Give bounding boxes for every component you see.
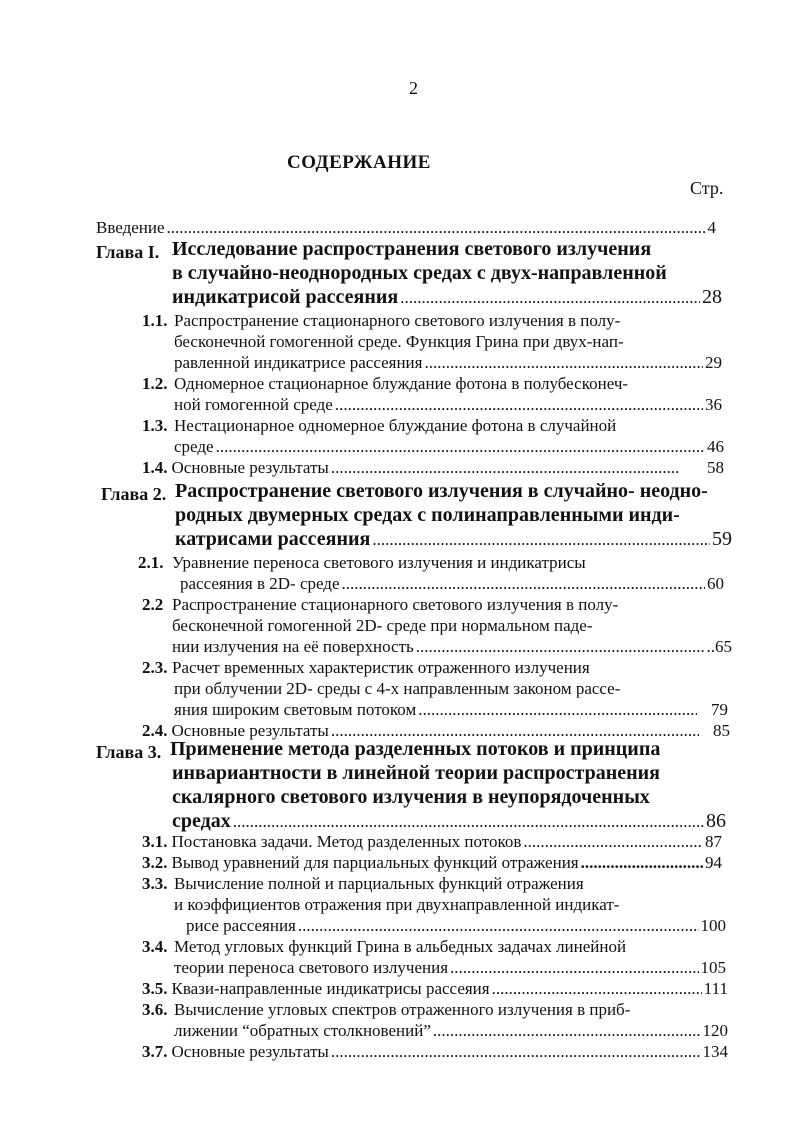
section-title-line: Одномерное стационарное блуждание фотона в полубесконеч- [174,374,629,393]
leader-dots [523,832,703,852]
section-title-line: Основные результаты [171,458,329,477]
leader-dots [492,979,702,999]
leader-dots [331,1042,701,1062]
toc-page-number: 60 [707,574,724,593]
chapter-label: Глава 3. [96,742,162,762]
leader-dots [433,1021,701,1041]
section-title-line: Метод угловых функций Грина в альбедных задачах линейной [174,937,627,956]
toc-page-number: 79 [711,700,728,719]
section-last-line [186,916,726,936]
section-last-line [174,958,726,978]
section-title-line: Уравнение переноса светового излучения и индикатрисы [172,553,586,572]
chapter-title-line: средах [172,810,231,832]
leader-dots [233,812,704,832]
section-title-line: Постановка задачи. Метод разделенных потоков [171,832,522,851]
section-title-line: Основные результаты [171,721,329,740]
section-number: 2.4. [142,721,168,740]
section-last-line [174,1021,728,1041]
section-number: 1.2. [142,374,168,393]
toc-page-number: 58 [707,458,724,477]
section-title-line: Вывод уравнений для парциальных функций отражения [171,853,579,872]
toc-page-number: 86 [706,810,726,832]
chapter-label: Глава I. [96,242,160,262]
chapter-title-last-line [172,286,722,308]
chapter-title-line: родных двумерных средах с полинаправленными инди- [175,504,680,526]
section-number: 3.2. [142,853,168,872]
leader-dots [216,437,705,457]
toc-page-number: 85 [713,721,730,740]
section-last-line [174,395,722,415]
toc-page-number: 36 [705,395,722,414]
chapter-title-line: инвариантности в линейной теории распространения [172,762,660,784]
section-title-line: яния широким световым потоком [174,700,417,719]
section-title-line: и коэффициентов отражения при двухнаправленной индикат- [174,895,620,914]
section-title-line: при облучении 2D- среды с 4-х направленным законом рассе- [174,679,621,698]
toc-section-3-7[interactable] [142,1042,728,1062]
section-number: 1.4. [142,458,168,477]
section-title-line: Вычисление полной и парциальных функций отражения [174,874,584,893]
section-title-line: бесконечной гомогенной 2D- среде при нормальном паде- [172,616,593,635]
leader-dots [416,637,705,657]
toc-page-number: ..65 [706,637,732,656]
toc-page-number: 29 [705,353,722,372]
leader-dots [424,353,703,373]
toc-section-3-2[interactable] [142,853,722,873]
section-title-line: Основные результаты [171,1042,329,1061]
section-last-line [174,437,724,457]
section-last-line [180,574,724,594]
section-title-line: рассеяния в 2D- среде [180,574,340,593]
section-last-line [174,353,722,373]
page-number: 2 [409,78,418,98]
leader-dots [335,395,703,415]
chapter-title-last-line [175,528,732,550]
section-number: 2.2 [142,595,164,614]
chapter-label: Глава 2. [101,484,167,504]
section-number: 1.1. [142,311,168,330]
section-title-line: Нестационарное одномерное блуждание фотона в случайной [174,416,617,435]
section-title-line: Вычисление угловых спектров отраженного излучения в приб- [174,1000,631,1019]
leader-dots [372,530,710,550]
section-title-line: нии излучения на её поверхность [172,637,414,656]
page-column-label: Стр. [690,178,724,198]
toc-page-number: 46 [707,437,724,456]
section-title-line: Распространение стационарного светового излучения в полу- [172,595,619,614]
chapter-title-line: Исследование распространения светового излучения [172,238,652,260]
leader-dots [167,218,706,238]
section-title-line: Распространение стационарного светового излучения в полу- [174,311,621,330]
toc-page-number: 134 [702,1042,728,1061]
section-number: 3.4. [142,937,168,956]
toc-page-number: 100 [700,916,726,935]
section-last-line [174,700,728,720]
toc-page-number: 4 [707,218,716,237]
toc-section-1-4[interactable] [142,458,724,478]
toc-page-number: 28 [702,286,722,308]
section-number: 3.7. [142,1042,168,1061]
section-title-line: Квази-направленные индикатрисы рассеяия [171,979,490,998]
section-title-line: бесконечной гомогенной среде. Функция Грина при двух-нап- [174,332,624,351]
section-number: 3.5. [142,979,168,998]
section-number: 1.3. [142,416,168,435]
section-title-line: лижении “обратных столкновений” [174,1021,431,1040]
section-number: 3.1. [142,832,168,851]
leader-dots [450,958,698,978]
chapter-title-line: скалярного светового излучения в неупорядоченных [172,786,650,808]
chapter-title-last-line [172,810,726,832]
toc-page-number: 105 [700,958,726,977]
chapter-title-line: Применение метода разделенных потоков и принципа [170,738,661,760]
page-title: СОДЕРЖАНИЕ [287,152,431,173]
section-title-line: ной гомогенной среде [174,395,333,414]
toc-page-number: 94 [705,853,722,872]
section-last-line [172,637,732,657]
toc-section-3-5[interactable] [142,979,728,999]
section-title-line: Расчет временных характеристик отраженного излучения [172,658,590,677]
section-number: 3.3. [142,874,168,893]
toc-entry-text: Введение [96,218,165,237]
section-title-line: теории переноса светового излучения [174,958,449,977]
toc-page-number: 59 [712,528,732,550]
section-title-line: рисе рассеяния [186,916,296,935]
section-title-line: среде [174,437,214,456]
toc-entry-intro[interactable] [96,218,716,238]
chapter-title-line: индикатрисой рассеяния [172,286,399,308]
section-number: 2.1. [138,553,164,572]
chapter-title-line: в случайно-неоднородных средах с двух-направленной [172,262,667,284]
leader-dots [298,916,699,936]
chapter-title-line: Распространение светового излучения в случайно- неодно- [175,480,708,502]
toc-page-number: 111 [703,979,728,998]
toc-page-number: 87 [705,832,722,851]
section-number: 3.6. [142,1000,168,1019]
leader-dots [418,700,697,720]
chapter-title-line: катрисами рассеяния [175,528,371,550]
toc-section-3-1[interactable] [142,832,722,852]
leader-dots [331,458,679,478]
leader-dots [342,574,706,594]
leader-dots [581,853,703,873]
leader-dots [400,288,700,308]
section-number: 2.3. [142,658,168,677]
toc-page-number: 120 [702,1021,728,1040]
section-title-line: равленной индикатрисе рассеяния [174,353,423,372]
